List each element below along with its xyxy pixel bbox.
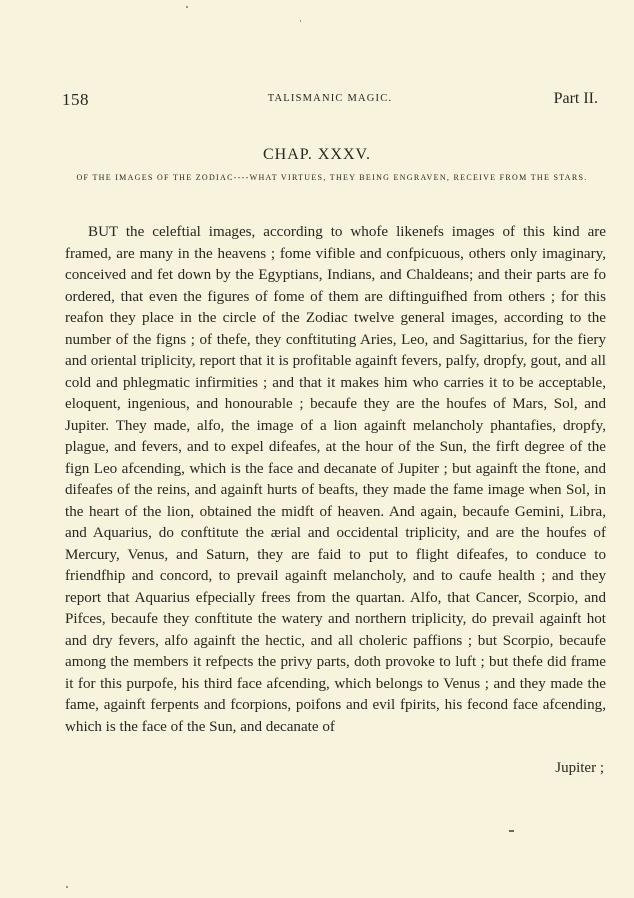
catchword: Jupiter ; <box>555 760 604 776</box>
running-title: TALISMANIC MAGIC. <box>267 93 393 104</box>
scan-speck <box>300 20 301 22</box>
scan-speck <box>186 6 188 8</box>
page-number: 158 <box>62 90 89 109</box>
body-paragraph: BUT the celeftial images, according to whofe likenefs images of this kind are framed, are many in the heavens ; fome vifible and confpicuous, others only imaginary, conceived and fet down by the Egyptians, Indians, and Chaldeans; and their parts are fo ordered, that even the figures of fome of them are diftinguifhed from others ; for this reafon they place in the circle of the Zodiac twelve general images, according to the number of the figns ; of thefe, they conftituting Aries, Leo, and Sagittarius, for the fiery and oriental triplicity, report that it is profitable againft fevers, palfy, dropfy, gout, and all cold and phlegmatic infirmities ; and that it makes him who carries it to be acceptable, eloquent, ingenious, and honourable ; becaufe they are the houfes of Mars, Sol, and Jupiter. They made, alfo, the image of a lion againft melancholy phantafies, dropfy, plague, and fevers, and to expel difeafes, at the hour of the Sun, the firft degree of the fign Leo afcending, which is the face and decanate of Jupiter ; but againft the ftone, and difeafes of the reins, and againft hurts of beafts, they made the fame image when Sol, in the heart of the lion, obtained the midft of heaven. And again, becaufe Gemini, Libra, and Aquarius, do conftitute the ærial and occidental triplicity, and are the houfes of Mercury, Venus, and Saturn, they are faid to put to flight difeafes, to conduce to friendfhip and concord, to prevail againft melancholy, and to caufe health ; and they report that Aquarius efpecially frees from the quartan. Alfo, that Cancer, Scorpio, and Pifces, becaufe they conftitute the watery and northern triplicity, do prevail againft hot and dry fevers, alfo againft the hectic, and all choleric paffions ; but Scorpio, becaufe among the members it refpects the privy parts, doth provoke to luft ; but thefe did frame it for this purpofe, his third face afcending, which belongs to Venus ; and they made the fame, againft ferpents and fcorpions, poifons and evil fpirits, his fecond face afcending, which is the face of the Sun, and decanate of <box>65 224 606 735</box>
part-label: Part II. <box>553 90 598 107</box>
chapter-subtitle: OF THE IMAGES OF THE ZODIAC----WHAT VIRTUES, THEY BEING ENGRAVEN, RECEIVE FROM THE STARS. <box>76 173 588 182</box>
scan-speck <box>66 886 68 888</box>
scan-speck <box>509 830 514 832</box>
chapter-heading: CHAP. XXXV. <box>262 146 372 163</box>
running-head <box>62 90 598 114</box>
